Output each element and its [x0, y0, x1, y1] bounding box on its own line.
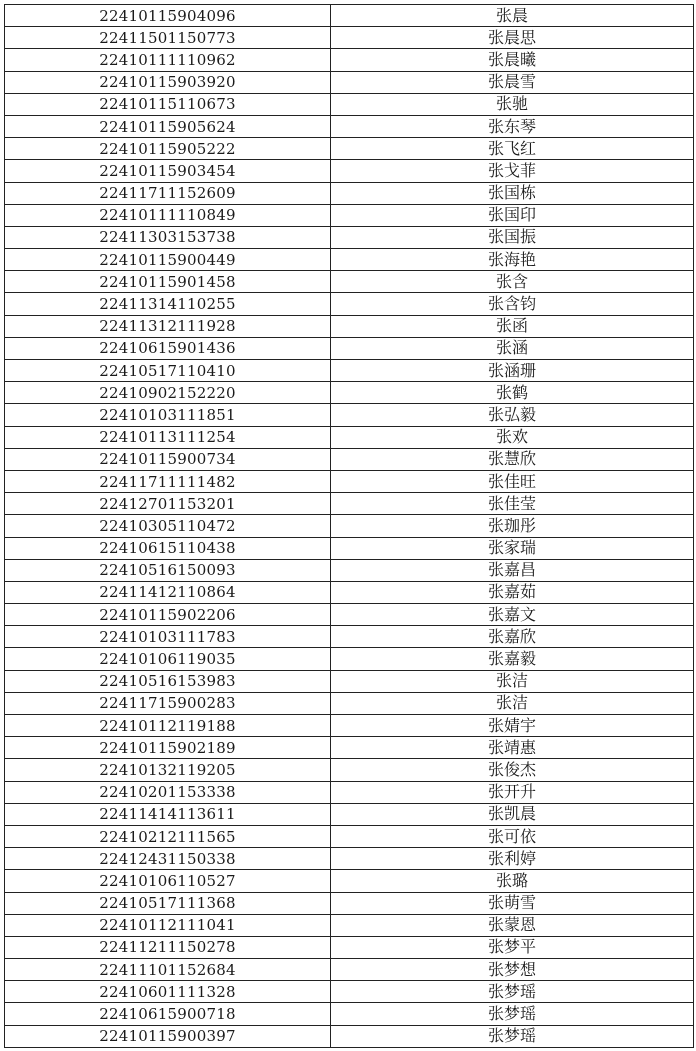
- table-row: [5, 204, 694, 226]
- table-row: [5, 892, 694, 914]
- student-id-cell: 22410115905624: [5, 115, 331, 137]
- table-row: [5, 315, 694, 337]
- table-row: [5, 271, 694, 293]
- student-id-cell: 22410103111851: [5, 404, 331, 426]
- student-id-cell: 22410115903454: [5, 160, 331, 182]
- student-id-cell: 22410201153338: [5, 781, 331, 803]
- student-id-cell: 22410115902189: [5, 737, 331, 759]
- student-id-cell: 22411412110864: [5, 581, 331, 603]
- table-row: [5, 470, 694, 492]
- table-row: [5, 715, 694, 737]
- student-name-cell: 张梦瑶: [331, 1025, 694, 1047]
- student-id-cell: 22410115905222: [5, 138, 331, 160]
- student-name-cell: 张佳旺: [331, 470, 694, 492]
- student-name-cell: 张涵: [331, 337, 694, 359]
- table-row: [5, 825, 694, 847]
- student-name-cell: 张洁: [331, 670, 694, 692]
- student-name-cell: 张嘉茹: [331, 581, 694, 603]
- roster-table-body: [5, 5, 694, 1048]
- student-id-cell: 22410115903920: [5, 71, 331, 93]
- table-row: [5, 581, 694, 603]
- student-id-cell: 22410106110527: [5, 870, 331, 892]
- table-row: [5, 737, 694, 759]
- student-id-cell: 22410601111328: [5, 981, 331, 1003]
- student-id-cell: 22410516150093: [5, 559, 331, 581]
- table-row: [5, 493, 694, 515]
- student-id-cell: 22411715900283: [5, 692, 331, 714]
- student-id-cell: 22410115904096: [5, 5, 331, 27]
- student-name-cell: 张萌雪: [331, 892, 694, 914]
- table-row: [5, 71, 694, 93]
- table-row: [5, 93, 694, 115]
- student-id-cell: 22411711111482: [5, 470, 331, 492]
- student-name-cell: 张嘉毅: [331, 648, 694, 670]
- table-row: [5, 626, 694, 648]
- student-name-cell: 张家瑞: [331, 537, 694, 559]
- table-row: [5, 781, 694, 803]
- table-row: [5, 426, 694, 448]
- table-row: [5, 360, 694, 382]
- table-row: [5, 759, 694, 781]
- student-name-cell: 张涵珊: [331, 360, 694, 382]
- student-name-cell: 张靖惠: [331, 737, 694, 759]
- student-name-cell: 张凯晨: [331, 803, 694, 825]
- student-id-cell: 22411101152684: [5, 959, 331, 981]
- student-name-cell: 张国振: [331, 226, 694, 248]
- student-id-cell: 22411211150278: [5, 936, 331, 958]
- student-name-cell: 张俊杰: [331, 759, 694, 781]
- student-id-cell: 22410305110472: [5, 515, 331, 537]
- table-row: [5, 981, 694, 1003]
- student-name-cell: 张弘毅: [331, 404, 694, 426]
- table-row: [5, 293, 694, 315]
- student-id-cell: 22410115901458: [5, 271, 331, 293]
- student-name-cell: 张戈菲: [331, 160, 694, 182]
- table-row: [5, 27, 694, 49]
- student-id-cell: 22411314110255: [5, 293, 331, 315]
- student-name-cell: 张海艳: [331, 249, 694, 271]
- table-row: [5, 848, 694, 870]
- student-id-cell: 22410615901436: [5, 337, 331, 359]
- table-row: [5, 115, 694, 137]
- table-row: [5, 604, 694, 626]
- student-name-cell: 张慧欣: [331, 448, 694, 470]
- student-name-cell: 张婧宇: [331, 715, 694, 737]
- student-id-cell: 22410115900397: [5, 1025, 331, 1047]
- table-row: [5, 448, 694, 470]
- student-name-cell: 张洁: [331, 692, 694, 714]
- table-row: [5, 803, 694, 825]
- student-name-cell: 张东琴: [331, 115, 694, 137]
- student-id-cell: 22410115900734: [5, 448, 331, 470]
- student-id-cell: 22410115902206: [5, 604, 331, 626]
- table-row: [5, 537, 694, 559]
- student-id-cell: 22410113111254: [5, 426, 331, 448]
- table-row: [5, 692, 694, 714]
- table-row: [5, 226, 694, 248]
- table-row: [5, 382, 694, 404]
- table-row: [5, 870, 694, 892]
- student-name-cell: 张嘉昌: [331, 559, 694, 581]
- student-id-cell: 22410212111565: [5, 825, 331, 847]
- table-row: [5, 1025, 694, 1047]
- roster-table: [4, 4, 694, 1048]
- student-id-cell: 22410111110962: [5, 49, 331, 71]
- student-name-cell: 张晨思: [331, 27, 694, 49]
- table-row: [5, 515, 694, 537]
- student-name-cell: 张璐: [331, 870, 694, 892]
- student-id-cell: 22410902152220: [5, 382, 331, 404]
- student-id-cell: 22412431150338: [5, 848, 331, 870]
- student-id-cell: 22411501150773: [5, 27, 331, 49]
- student-id-cell: 22410517111368: [5, 892, 331, 914]
- student-id-cell: 22410106119035: [5, 648, 331, 670]
- table-row: [5, 182, 694, 204]
- student-id-cell: 22412701153201: [5, 493, 331, 515]
- student-id-cell: 22410111110849: [5, 204, 331, 226]
- student-id-cell: 22410615110438: [5, 537, 331, 559]
- student-name-cell: 张国栋: [331, 182, 694, 204]
- student-id-cell: 22410103111783: [5, 626, 331, 648]
- student-name-cell: 张嘉欣: [331, 626, 694, 648]
- student-name-cell: 张鹤: [331, 382, 694, 404]
- table-row: [5, 160, 694, 182]
- roster-sheet: [4, 4, 693, 1048]
- table-row: [5, 914, 694, 936]
- student-name-cell: 张梦瑶: [331, 1003, 694, 1025]
- table-row: [5, 1003, 694, 1025]
- table-row: [5, 249, 694, 271]
- student-name-cell: 张梦平: [331, 936, 694, 958]
- student-id-cell: 22410112119188: [5, 715, 331, 737]
- student-id-cell: 22410516153983: [5, 670, 331, 692]
- student-name-cell: 张利婷: [331, 848, 694, 870]
- student-name-cell: 张国印: [331, 204, 694, 226]
- student-id-cell: 22410132119205: [5, 759, 331, 781]
- student-name-cell: 张珈彤: [331, 515, 694, 537]
- table-row: [5, 959, 694, 981]
- student-name-cell: 张可依: [331, 825, 694, 847]
- table-row: [5, 648, 694, 670]
- student-name-cell: 张嘉文: [331, 604, 694, 626]
- table-row: [5, 559, 694, 581]
- student-id-cell: 22410112111041: [5, 914, 331, 936]
- table-row: [5, 936, 694, 958]
- student-id-cell: 22410615900718: [5, 1003, 331, 1025]
- student-name-cell: 张欢: [331, 426, 694, 448]
- student-name-cell: 张蒙恩: [331, 914, 694, 936]
- table-row: [5, 337, 694, 359]
- student-name-cell: 张开升: [331, 781, 694, 803]
- student-name-cell: 张晨雪: [331, 71, 694, 93]
- student-id-cell: 22411312111928: [5, 315, 331, 337]
- table-row: [5, 49, 694, 71]
- student-name-cell: 张含钧: [331, 293, 694, 315]
- student-name-cell: 张佳莹: [331, 493, 694, 515]
- student-name-cell: 张晨: [331, 5, 694, 27]
- student-name-cell: 张含: [331, 271, 694, 293]
- table-row: [5, 138, 694, 160]
- student-id-cell: 22410115110673: [5, 93, 331, 115]
- table-row: [5, 5, 694, 27]
- table-row: [5, 404, 694, 426]
- student-name-cell: 张梦瑶: [331, 981, 694, 1003]
- student-name-cell: 张驰: [331, 93, 694, 115]
- student-id-cell: 22410115900449: [5, 249, 331, 271]
- student-id-cell: 22410517110410: [5, 360, 331, 382]
- table-row: [5, 670, 694, 692]
- student-id-cell: 22411711152609: [5, 182, 331, 204]
- student-id-cell: 22411414113611: [5, 803, 331, 825]
- student-name-cell: 张函: [331, 315, 694, 337]
- student-name-cell: 张晨曦: [331, 49, 694, 71]
- student-name-cell: 张飞红: [331, 138, 694, 160]
- student-id-cell: 22411303153738: [5, 226, 331, 248]
- student-name-cell: 张梦想: [331, 959, 694, 981]
